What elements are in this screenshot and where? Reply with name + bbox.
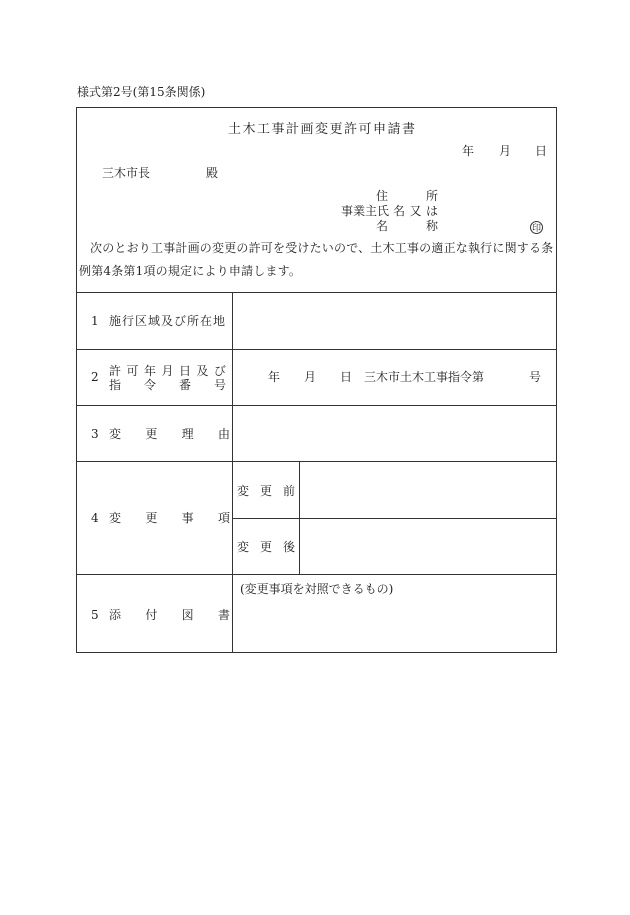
row2-number-suffix: 号	[529, 370, 542, 384]
row2-label-line1: 許 可 年 月 日 及 び	[109, 364, 226, 378]
business-owner-label: 事業主氏	[341, 204, 390, 218]
row3-value-cell[interactable]	[233, 406, 556, 460]
addressee-honorific: 殿	[206, 166, 219, 180]
row5-number: 5	[91, 608, 99, 622]
form-title: 土木工事計画変更許可申請書	[228, 122, 417, 137]
seal-mark-icon: 印	[530, 221, 543, 234]
row-divider	[76, 349, 557, 350]
row2-year: 年	[268, 370, 281, 384]
row2-day: 日	[340, 370, 353, 384]
date-month-label: 月	[499, 144, 512, 158]
row1-number: 1	[91, 314, 99, 328]
date-year-label: 年	[462, 144, 475, 158]
row4-number: 4	[91, 511, 99, 525]
row2-number: 2	[91, 370, 99, 384]
row-divider	[76, 574, 557, 575]
row5-value-cell[interactable]	[233, 600, 556, 652]
body-text-line2: 例第4条第1項の規定により申請します。	[79, 264, 302, 278]
row2-month: 月	[304, 370, 317, 384]
form-number: 様式第2号(第15条関係)	[77, 85, 206, 99]
row4-before-value-cell[interactable]	[300, 462, 556, 517]
row4-after-label: 変 更 後	[237, 540, 295, 554]
name-or-label: 名 又 は	[393, 204, 438, 218]
addressee-name: 三木市長	[102, 166, 151, 180]
row1-label: 施行区域及び所在地	[109, 314, 227, 328]
row3-number: 3	[91, 427, 99, 441]
title-label: 名 称	[376, 219, 438, 233]
row4-label: 変 更 事 項	[109, 511, 230, 525]
date-day-label: 日	[535, 144, 548, 158]
row2-label-line2: 指 令 番 号	[109, 378, 226, 392]
row2-directive-prefix: 三木市土木工事指令第	[364, 370, 485, 384]
row1-value-cell[interactable]	[233, 293, 556, 348]
row5-note: (変更事項を対照できるもの)	[240, 582, 394, 596]
row4-after-value-cell[interactable]	[300, 519, 556, 573]
row3-label: 変 更 理 由	[109, 427, 230, 441]
body-text-line1: 次のとおり工事計画の変更の許可を受けたいので、土木工事の適正な執行に関する条	[90, 241, 554, 255]
address-label: 住 所	[376, 189, 438, 203]
row4-before-label: 変 更 前	[237, 484, 295, 498]
row5-label: 添 付 図 書	[109, 608, 230, 622]
